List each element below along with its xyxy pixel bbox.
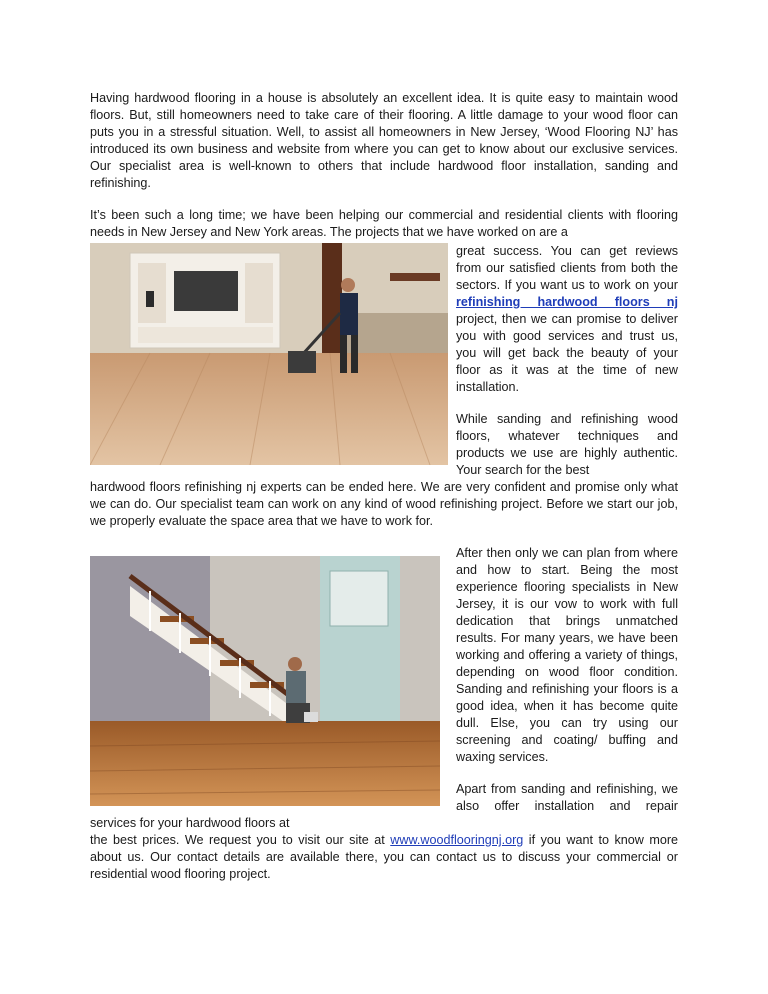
projects-text-a: great success. You can get reviews from our satisfied clients from both the sectors. If you want us to work on your bbox=[456, 244, 678, 292]
apart-from-paragraph-bottom bbox=[90, 832, 678, 883]
contact-text-b: if you want to know more about us. Our contact details are available there, you can contact us to discuss your commercial or residential wood flooring project. bbox=[90, 833, 679, 881]
sanding-paragraph-bottom: hardwood floors refinishing nj experts can be ended here. We are very confident and promise only what we can do. Our specialist team can work on any kind of wood refinishing project. Before we start our job, we properly evaluate the space area that we have to work for. bbox=[90, 480, 678, 528]
website-link[interactable]: www.woodflooringnj.org bbox=[390, 833, 524, 847]
projects-paragraph-top: It’s been such a long time; we have been helping our commercial and residential clients with flooring needs in New Jersey and New York areas. The projects that we have worked on are a bbox=[90, 208, 678, 239]
projects-text-b: project, then we can promise to deliver you with good services and trust us, you will get back the beauty of your floor as it was at the time of new installation. bbox=[456, 312, 678, 394]
stair-finishing-photo bbox=[90, 556, 440, 806]
floor-sanding-photo bbox=[90, 243, 448, 465]
sanding-paragraph-side: While sanding and refinishing wood floors, whatever techniques and products we use are highly authentic. Your search for the best bbox=[456, 412, 678, 477]
intro-paragraph: Having hardwood flooring in a house is absolutely an excellent idea. It is quite easy to maintain wood floors. But, still homeowners need to take care of their flooring. A little damage to your wood floor can puts you in a stressful situation. Well, to assist all homeowners in New Jersey, ‘Wood Flooring NJ’ has introduced its own business and website from where you can get to know about our exclusive services. Our specialist area is well-known to others that include hardwood floor installation, sanding and refinishing. bbox=[90, 91, 678, 190]
after-then-paragraph-side: After then only we can plan from where and how to start. Being the most experience flooring specialists in New Jersey, it is our vow to work with full dedication that brings unmatched results. For many years, we have been working and offering a variety of things, depending on wood floor condition. Sanding and refinishing your floors is a good idea, when it has become quite dull. Else, you can try using our screening and coating/ buffing and waxing services. bbox=[456, 546, 678, 764]
document-page bbox=[90, 90, 678, 883]
apart-from-paragraph-side: Apart from sanding and refinishing, we also offer installation and repair services for your hardwood floors at bbox=[90, 782, 678, 830]
refinishing-hardwood-floors-link[interactable]: refinishing hardwood floors nj bbox=[456, 295, 678, 309]
contact-text-a: the best prices. We request you to visit our site at bbox=[90, 833, 385, 847]
